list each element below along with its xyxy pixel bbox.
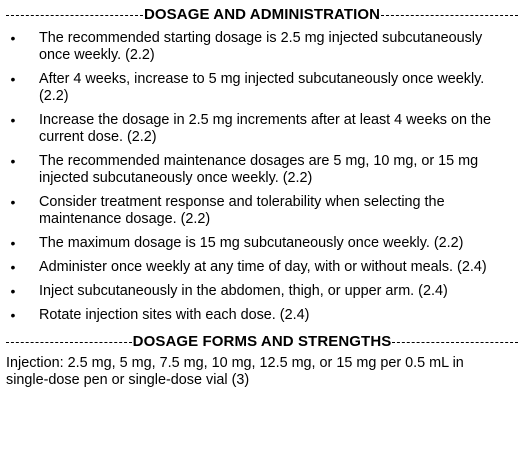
bullet-item (6, 153, 518, 187)
dosage-administration-title: DOSAGE AND ADMINISTRATION (143, 6, 381, 23)
bullet-item (6, 194, 518, 228)
bullet-item (6, 283, 518, 300)
bullet-icon: • (10, 71, 16, 87)
bullet-text: The maximum dosage is 15 mg subcutaneously once weekly. (2.2) (39, 235, 464, 251)
bullet-item (6, 259, 518, 276)
dosage-bullet-list (6, 30, 518, 324)
bullet-text: After 4 weeks, increase to 5 mg injected subcutaneously once weekly. (2.2) (39, 71, 485, 104)
bullet-text: Increase the dosage in 2.5 mg increments after at least 4 weeks on the current dose. (2.2) (39, 112, 491, 145)
heading-rule-right (381, 15, 518, 16)
bullet-text: Administer once weekly at any time of day, with or without meals. (2.4) (39, 259, 487, 275)
bullet-icon: • (10, 112, 16, 128)
bullet-item (6, 112, 518, 146)
heading-rule-left (6, 342, 132, 343)
dosage-forms-title: DOSAGE FORMS AND STRENGTHS (132, 333, 392, 350)
bullet-item (6, 307, 518, 324)
dosage-administration-heading (6, 6, 518, 24)
heading-rule-left (6, 15, 143, 16)
bullet-text: Consider treatment response and tolerability when selecting the maintenance dosage. (2.2) (39, 194, 445, 227)
bullet-item (6, 30, 518, 64)
dosage-forms-text: Injection: 2.5 mg, 5 mg, 7.5 mg, 10 mg, 12.5 mg, or 15 mg per 0.5 mL in single-dose pen or single-dose vial (3) (6, 355, 464, 388)
bullet-icon: • (10, 194, 16, 210)
bullet-item (6, 235, 518, 252)
bullet-text: The recommended starting dosage is 2.5 mg injected subcutaneously once weekly. (2.2) (39, 30, 483, 63)
bullet-icon: • (10, 283, 16, 299)
bullet-text: The recommended maintenance dosages are 5 mg, 10 mg, or 15 mg injected subcutaneously once weekly. (2.2) (39, 153, 479, 186)
dosage-forms-heading (6, 333, 518, 351)
bullet-icon: • (10, 235, 16, 251)
bullet-icon: • (10, 259, 16, 275)
bullet-item (6, 71, 518, 105)
bullet-icon: • (10, 30, 16, 46)
bullet-text: Inject subcutaneously in the abdomen, thigh, or upper arm. (2.4) (39, 283, 448, 299)
heading-rule-right (392, 342, 518, 343)
bullet-text: Rotate injection sites with each dose. (2.4) (39, 307, 310, 323)
bullet-icon: • (10, 307, 16, 323)
bullet-icon: • (10, 153, 16, 169)
